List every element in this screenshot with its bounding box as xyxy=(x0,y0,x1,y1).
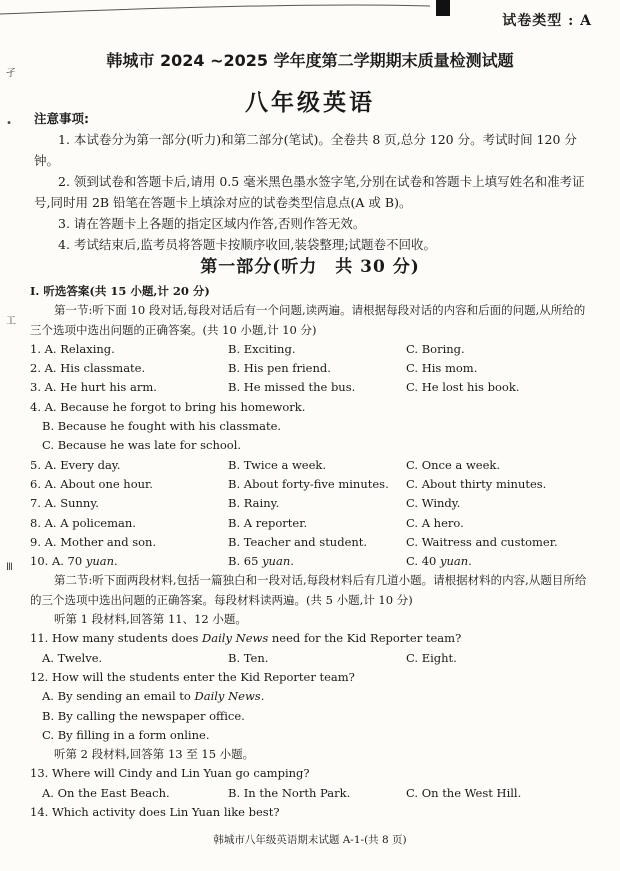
option-a: A. By sending an email to Daily News. xyxy=(42,689,265,704)
exam-title: 韩城市 2024 ~2025 学年度第二学期期末质量检测试题 xyxy=(106,51,514,70)
question-row xyxy=(30,494,596,513)
option-a: A. Twelve. xyxy=(42,650,103,665)
option-a: 6. A. About one hour. xyxy=(30,476,153,491)
option-a: 7. A. Sunny. xyxy=(30,496,99,511)
material-intro: 听第 1 段材料,回答第 11、12 小题。 xyxy=(54,612,247,627)
option-b: B. 65 yuan. xyxy=(228,554,294,569)
option-a: 8. A. A policeman. xyxy=(30,515,136,530)
note-item: 1. 本试卷分为第一部分(听力)和第二部分(笔试)。全卷共 8 页,总分 120 分。考试时间 120 分钟。 xyxy=(34,132,577,168)
part-one-title: 第一部分(听力 共 30 分) xyxy=(200,257,420,277)
question-row xyxy=(30,378,596,397)
option-b: B. Because he fought with his classmate. xyxy=(42,419,282,434)
scan-mark xyxy=(436,0,450,16)
section1-instructions: 第一节:听下面 10 段对话,每段对话后有一个问题,读两遍。请根据每段对话的内容和后面的问题,从所给的三个选项中选出问题的正确答案。(共 10 小题,计 10 分) xyxy=(30,303,586,337)
option-c: C. 40 yuan. xyxy=(406,554,472,569)
option-b: B. Rainy. xyxy=(228,496,280,511)
option-a: 10. A. 70 yuan. xyxy=(30,554,118,569)
option-c: C. About thirty minutes. xyxy=(406,476,547,491)
option-c: C. On the West Hill. xyxy=(406,785,522,800)
option-a: 9. A. Mother and son. xyxy=(30,534,157,549)
material-intro: 听第 2 段材料,回答第 13 至 15 小题。 xyxy=(54,747,255,762)
option-c: C. By filling in a form online. xyxy=(42,727,210,742)
option-c: C. A hero. xyxy=(406,515,464,530)
question-row xyxy=(30,514,596,533)
question-row xyxy=(30,456,596,475)
question-row xyxy=(30,359,596,378)
side-mark: Ⅲ xyxy=(6,562,13,573)
page-footer: 韩城市八年级英语期末试题 A-1-(共 8 页) xyxy=(213,834,407,846)
question-stem: 13. Where will Cindy and Lin Yuan go camping? xyxy=(30,766,310,781)
option-b: B. Exciting. xyxy=(228,341,296,356)
side-mark: 孑 xyxy=(6,68,16,79)
option-b: B. Teacher and student. xyxy=(228,534,368,549)
paper-type-label: 试卷类型 : A xyxy=(502,13,592,29)
section-heading: Ⅰ. 听选答案(共 15 小题,计 20 分) xyxy=(30,284,210,298)
option-c: C. Waitress and customer. xyxy=(406,534,558,549)
note-item: 4. 考试结束后,监考员将答题卡按顺序收回,装袋整理;试题卷不回收。 xyxy=(58,237,437,252)
question-row xyxy=(30,649,596,668)
option-a: 5. A. Every day. xyxy=(30,457,121,472)
option-a: 4. A. Because he forgot to bring his homework. xyxy=(30,399,306,414)
question-stem: 12. How will the students enter the Kid Reporter team? xyxy=(30,669,355,684)
option-c: C. His mom. xyxy=(406,361,478,376)
side-mark: 工 xyxy=(6,316,16,327)
question-row xyxy=(30,475,596,494)
option-c: C. Windy. xyxy=(406,496,461,511)
note-item: 3. 请在答题卡上各题的指定区域内作答,否则作答无效。 xyxy=(58,216,366,231)
option-b: B. Twice a week. xyxy=(228,457,327,472)
question-row xyxy=(30,340,596,359)
question-row xyxy=(30,552,596,571)
option-b: B. In the North Park. xyxy=(228,785,351,800)
option-c: C. Once a week. xyxy=(406,457,501,472)
option-b: B. Ten. xyxy=(228,650,269,665)
option-a: 3. A. He hurt his arm. xyxy=(30,380,157,395)
option-b: B. A reporter. xyxy=(228,515,308,530)
option-b: B. His pen friend. xyxy=(228,361,331,376)
option-a: 2. A. His classmate. xyxy=(30,361,146,376)
section2-instructions: 第二节:听下面两段材料,包括一篇独白和一段对话,每段材料后有几道小题。请根据材料的内容,从题目所给的三个选项中选出问题的正确答案。每段材料读两遍。(共 5 小题,计 10 分) xyxy=(30,573,587,607)
option-c: C. Eight. xyxy=(406,650,457,665)
option-b: B. About forty-five minutes. xyxy=(228,476,389,491)
option-a: 1. A. Relaxing. xyxy=(30,341,115,356)
listening-section xyxy=(30,282,596,822)
option-c: C. Because he was late for school. xyxy=(42,438,242,453)
exam-subject: 八年级英语 xyxy=(245,89,375,116)
question-row xyxy=(30,784,596,803)
question-stem: 11. How many students does Daily News need for the Kid Reporter team? xyxy=(30,631,462,646)
notes-heading: 注意事项: xyxy=(34,111,89,126)
notes-section xyxy=(34,108,594,255)
option-a: A. On the East Beach. xyxy=(42,785,170,800)
note-item: 2. 领到试卷和答题卡后,请用 0.5 毫米黑色墨水签字笔,分别在试卷和答题卡上填写姓名和准考证号,同时用 2B 铅笔在答题卡上填涂对应的试卷类型信息点(A 或 B)。 xyxy=(34,174,585,210)
question-row xyxy=(30,533,596,552)
option-c: C. Boring. xyxy=(406,341,465,356)
question-stem: 14. Which activity does Lin Yuan like best? xyxy=(30,805,280,820)
option-c: C. He lost his book. xyxy=(406,380,520,395)
option-b: B. He missed the bus. xyxy=(228,380,356,395)
side-mark: • xyxy=(6,118,13,129)
option-b: B. By calling the newspaper office. xyxy=(42,708,245,723)
